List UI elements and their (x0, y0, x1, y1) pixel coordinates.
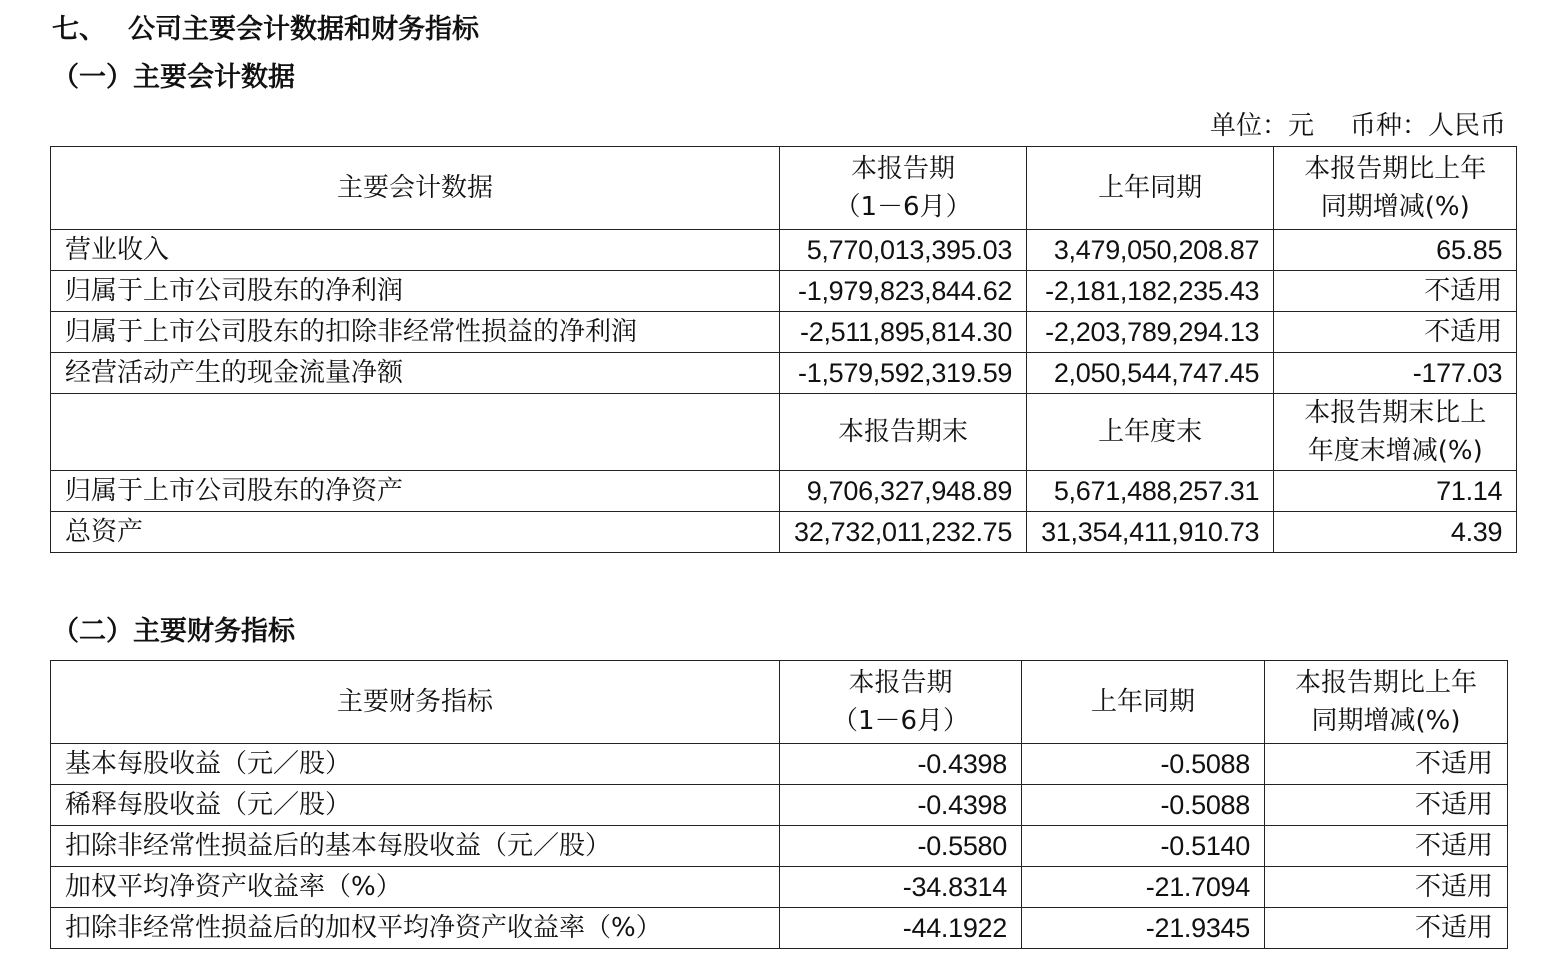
header-cell (780, 661, 1022, 744)
current-value: -2,511,895,814.30 (780, 312, 1027, 353)
change-value: 不适用 (1265, 785, 1508, 826)
table-row (51, 271, 1517, 312)
current-value: -1,579,592,319.59 (780, 353, 1027, 394)
table-row (51, 353, 1517, 394)
prior-value: 5,671,488,257.31 (1027, 471, 1274, 512)
prior-value: 31,354,411,910.73 (1027, 512, 1274, 553)
row-label: 营业收入 (51, 230, 780, 271)
header-line: 本报告期 (848, 668, 953, 698)
header-line: 本报告期 (851, 154, 956, 184)
change-value: 不适用 (1274, 271, 1517, 312)
current-value: -0.4398 (780, 785, 1022, 826)
table-header-row (51, 661, 1508, 744)
change-value: 4.39 (1274, 512, 1517, 553)
header-cell (1274, 147, 1517, 230)
header-line: （1－6月） (834, 192, 972, 222)
table-subheader-row (51, 394, 1517, 471)
prior-value: -2,181,182,235.43 (1027, 271, 1274, 312)
header-cell: 本报告期末 (780, 394, 1027, 471)
header-line: 同期增减(%) (1311, 706, 1461, 736)
prior-value: -0.5088 (1022, 744, 1265, 785)
header-cell (1274, 394, 1517, 471)
accounting-data-table (50, 146, 1517, 553)
financial-indicators-table (50, 660, 1508, 949)
unit-line (1210, 106, 1506, 146)
change-value: 不适用 (1265, 908, 1508, 949)
current-value: -0.5580 (780, 826, 1022, 867)
row-label: 归属于上市公司股东的净利润 (51, 271, 780, 312)
row-label: 总资产 (51, 512, 780, 553)
change-value: 不适用 (1274, 312, 1517, 353)
current-value: 32,732,011,232.75 (780, 512, 1027, 553)
change-value: -177.03 (1274, 353, 1517, 394)
prior-value: -0.5088 (1022, 785, 1265, 826)
header-cell: 上年同期 (1022, 661, 1265, 744)
row-label: 归属于上市公司股东的净资产 (51, 471, 780, 512)
change-value: 不适用 (1265, 826, 1508, 867)
current-value: 9,706,327,948.89 (780, 471, 1027, 512)
change-value: 65.85 (1274, 230, 1517, 271)
header-cell: 上年同期 (1027, 147, 1274, 230)
current-value: -0.4398 (780, 744, 1022, 785)
change-value: 不适用 (1265, 744, 1508, 785)
current-value: 5,770,013,395.03 (780, 230, 1027, 271)
header-line: 本报告期末比上 (1304, 398, 1487, 428)
current-value: -1,979,823,844.62 (780, 271, 1027, 312)
currency-label: 币种：人民币 (1349, 111, 1506, 141)
prior-value: 2,050,544,747.45 (1027, 353, 1274, 394)
current-value: -34.8314 (780, 867, 1022, 908)
header-line: 本报告期比上年 (1304, 154, 1487, 184)
prior-value: -0.5140 (1022, 826, 1265, 867)
table-header-row (51, 147, 1517, 230)
header-cell: 上年度末 (1027, 394, 1274, 471)
table-row (51, 826, 1508, 867)
table-row (51, 867, 1508, 908)
table-row (51, 512, 1517, 553)
header-cell (1265, 661, 1508, 744)
row-label: 稀释每股收益（元／股） (51, 785, 780, 826)
header-line: 年度末增减(%) (1307, 436, 1483, 466)
indicators-subheading: （二）主要财务指标 (52, 616, 295, 647)
row-label: 经营活动产生的现金流量净额 (51, 353, 780, 394)
current-value: -44.1922 (780, 908, 1022, 949)
header-cell: 主要财务指标 (51, 661, 780, 744)
section-heading (52, 10, 479, 50)
accounting-subheading: （一）主要会计数据 (52, 62, 295, 93)
header-cell-empty (51, 394, 780, 471)
table-row (51, 785, 1508, 826)
header-cell: 主要会计数据 (51, 147, 780, 230)
row-label: 加权平均净资产收益率（%） (51, 867, 780, 908)
row-label: 归属于上市公司股东的扣除非经常性损益的净利润 (51, 312, 780, 353)
prior-value: -2,203,789,294.13 (1027, 312, 1274, 353)
section-number: 七、 (52, 14, 106, 45)
section-title: 公司主要会计数据和财务指标 (128, 14, 479, 45)
table-row (51, 744, 1508, 785)
unit-label: 单位：元 (1209, 111, 1314, 141)
table-row (51, 312, 1517, 353)
change-value: 不适用 (1265, 867, 1508, 908)
prior-value: -21.9345 (1022, 908, 1265, 949)
table-row (51, 230, 1517, 271)
prior-value: -21.7094 (1022, 867, 1265, 908)
table-row (51, 908, 1508, 949)
row-label: 扣除非经常性损益后的基本每股收益（元／股） (51, 826, 780, 867)
header-line: （1－6月） (831, 706, 970, 736)
prior-value: 3,479,050,208.87 (1027, 230, 1274, 271)
header-cell (780, 147, 1027, 230)
table-row (51, 471, 1517, 512)
row-label: 基本每股收益（元／股） (51, 744, 780, 785)
header-line: 同期增减(%) (1320, 192, 1470, 222)
change-value: 71.14 (1274, 471, 1517, 512)
row-label: 扣除非经常性损益后的加权平均净资产收益率（%） (51, 908, 780, 949)
header-line: 本报告期比上年 (1294, 668, 1477, 698)
